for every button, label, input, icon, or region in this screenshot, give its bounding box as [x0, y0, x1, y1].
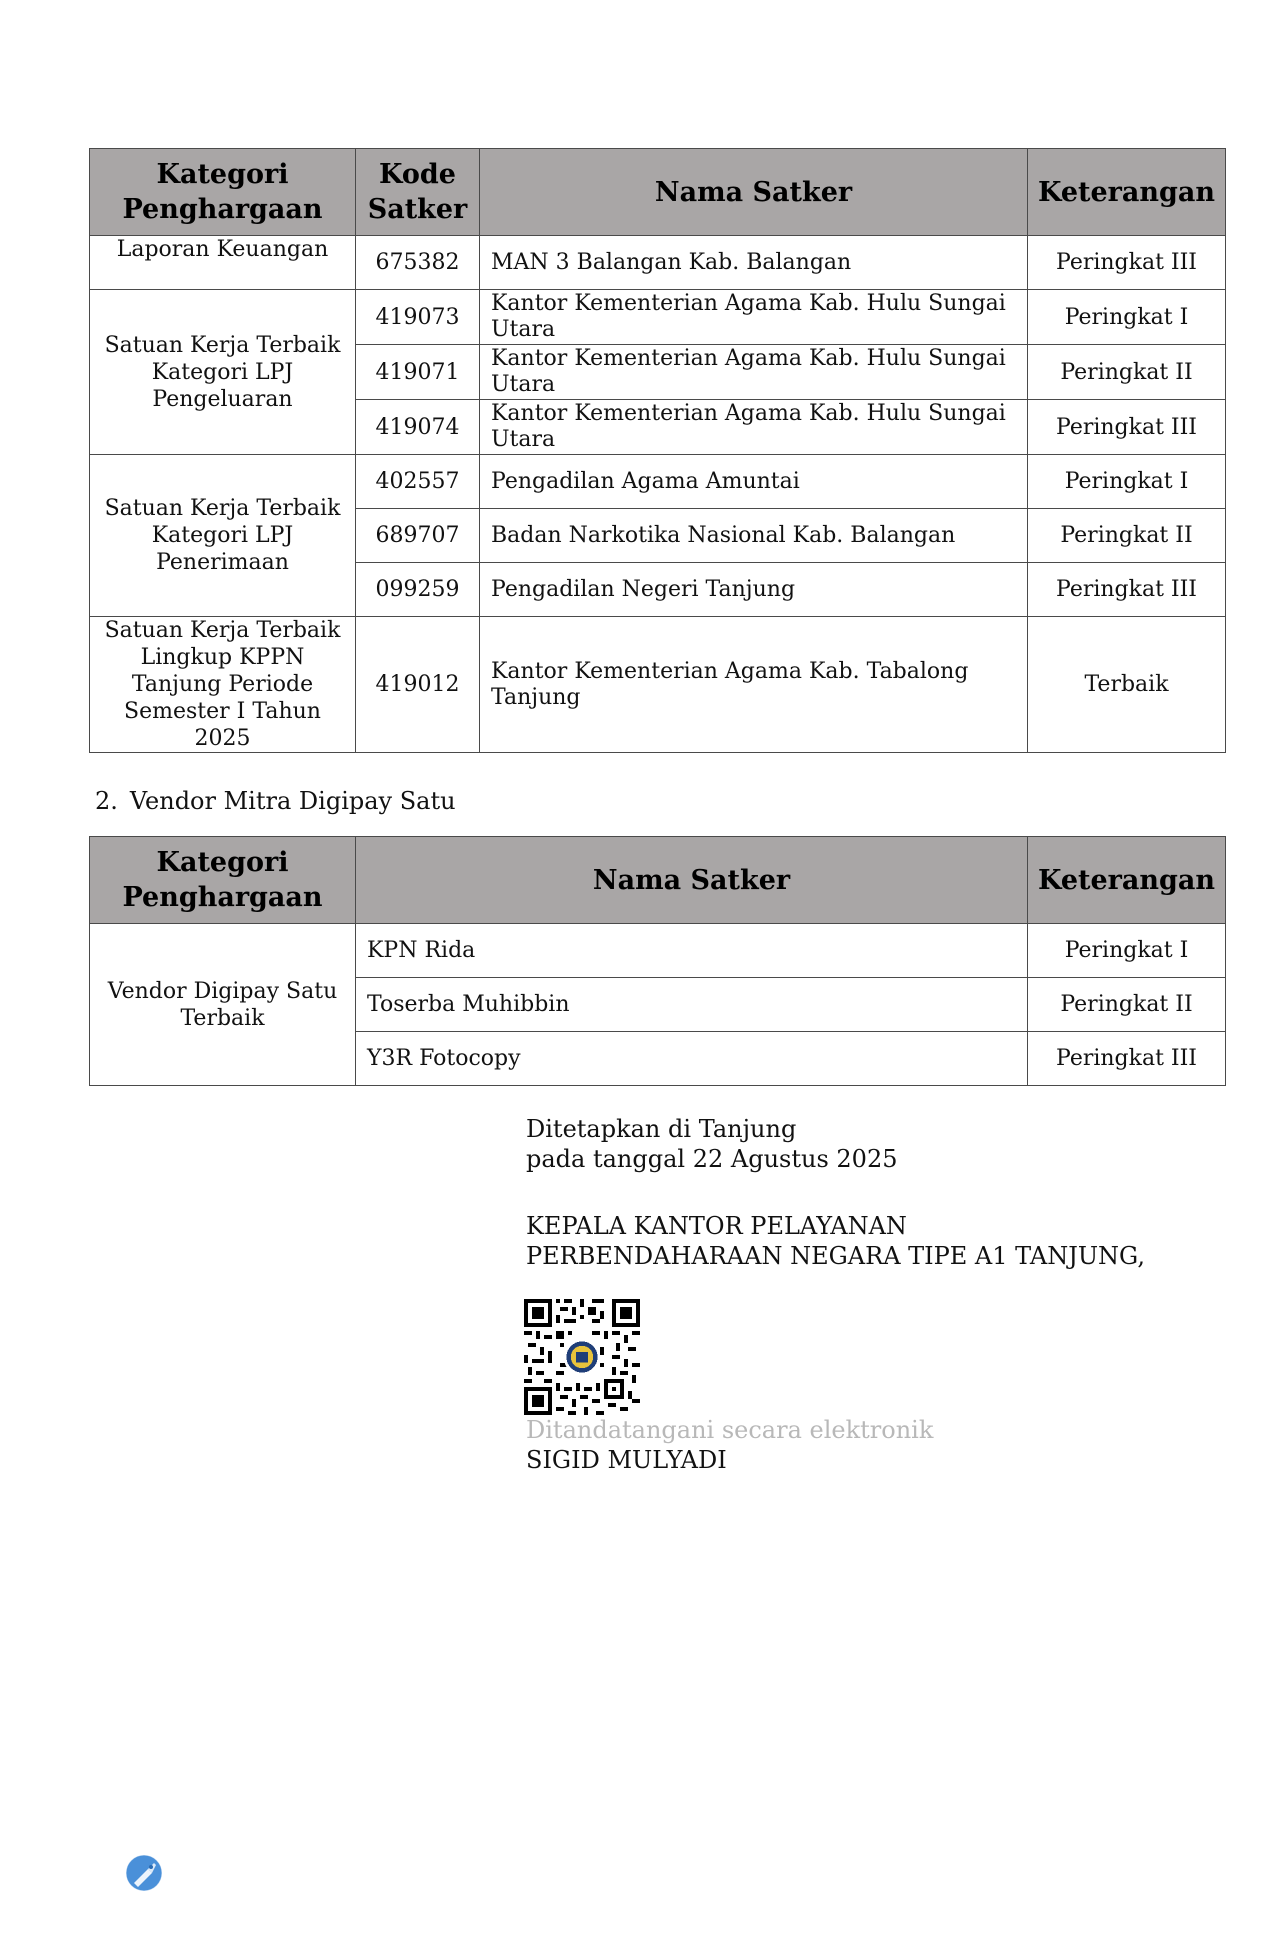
section-heading-vendor [95, 787, 456, 815]
award-table-satker [89, 148, 1226, 753]
qr-code-icon [524, 1299, 640, 1415]
table-row [90, 924, 1226, 978]
header-keterangan: Keterangan [1028, 837, 1226, 924]
table-row [90, 455, 1226, 509]
sign-position-line2: PERBENDAHARAAN NEGARA TIPE A1 TANJUNG, [526, 1242, 1145, 1270]
keterangan-cell: Peringkat I [1028, 455, 1226, 509]
kode-cell: 099259 [356, 563, 480, 617]
nama-cell: MAN 3 Balangan Kab. Balangan [480, 236, 1028, 290]
table-header-row [90, 149, 1226, 236]
kategori-cell: Satuan Kerja Terbaik Kategori LPJ Pengeluaran [90, 290, 356, 455]
table-row [90, 236, 1226, 290]
kode-cell: 402557 [356, 455, 480, 509]
nama-cell: Kantor Kementerian Agama Kab. Tabalong Tanjung [480, 617, 1028, 753]
kode-cell: 419073 [356, 290, 480, 345]
sign-position-line1: KEPALA KANTOR PELAYANAN [526, 1212, 907, 1240]
keterangan-cell: Peringkat III [1028, 236, 1226, 290]
sign-date: pada tanggal 22 Agustus 2025 [526, 1145, 898, 1173]
kode-cell: 689707 [356, 509, 480, 563]
keterangan-cell: Peringkat II [1028, 345, 1226, 400]
signature-block [526, 1114, 1145, 1271]
table-row [90, 617, 1226, 753]
keterangan-cell: Peringkat II [1028, 978, 1226, 1032]
kategori-cell: Laporan Keuangan [90, 236, 356, 290]
nama-cell: Kantor Kementerian Agama Kab. Hulu Sungai Utara [480, 345, 1028, 400]
nama-cell: KPN Rida [356, 924, 1028, 978]
header-kode: Kode Satker [356, 149, 480, 236]
esign-note: Ditandatangani secara elektronik [526, 1416, 934, 1444]
header-nama: Nama Satker [480, 149, 1028, 236]
section-title: Vendor Mitra Digipay Satu [129, 787, 456, 815]
keterangan-cell: Terbaik [1028, 617, 1226, 753]
nama-cell: Pengadilan Negeri Tanjung [480, 563, 1028, 617]
sign-place: Ditetapkan di Tanjung [526, 1115, 797, 1143]
keterangan-cell: Peringkat III [1028, 1032, 1226, 1086]
header-kategori: Kategori Penghargaan [90, 837, 356, 924]
signer-name: SIGID MULYADI [526, 1446, 727, 1474]
table-row [90, 290, 1226, 345]
kode-cell: 419071 [356, 345, 480, 400]
keterangan-cell: Peringkat I [1028, 924, 1226, 978]
kode-cell: 419012 [356, 617, 480, 753]
kategori-cell: Satuan Kerja Terbaik Lingkup KPPN Tanjung Periode Semester I Tahun 2025 [90, 617, 356, 753]
award-table-vendor [89, 836, 1226, 1086]
nama-cell: Pengadilan Agama Amuntai [480, 455, 1028, 509]
kategori-cell: Vendor Digipay Satu Terbaik [90, 924, 356, 1086]
kategori-cell: Satuan Kerja Terbaik Kategori LPJ Penerimaan [90, 455, 356, 617]
nama-cell: Toserba Muhibbin [356, 978, 1028, 1032]
bsre-logo-icon [124, 1853, 164, 1893]
keterangan-cell: Peringkat III [1028, 400, 1226, 455]
kode-cell: 419074 [356, 400, 480, 455]
nama-cell: Kantor Kementerian Agama Kab. Hulu Sungai Utara [480, 290, 1028, 345]
nama-cell: Kantor Kementerian Agama Kab. Hulu Sungai Utara [480, 400, 1028, 455]
keterangan-cell: Peringkat I [1028, 290, 1226, 345]
table-header-row [90, 837, 1226, 924]
kode-cell: 675382 [356, 236, 480, 290]
section-number: 2. [95, 787, 118, 815]
header-keterangan: Keterangan [1028, 149, 1226, 236]
keterangan-cell: Peringkat III [1028, 563, 1226, 617]
keterangan-cell: Peringkat II [1028, 509, 1226, 563]
nama-cell: Badan Narkotika Nasional Kab. Balangan [480, 509, 1028, 563]
header-kategori: Kategori Penghargaan [90, 149, 356, 236]
nama-cell: Y3R Fotocopy [356, 1032, 1028, 1086]
header-nama: Nama Satker [356, 837, 1028, 924]
